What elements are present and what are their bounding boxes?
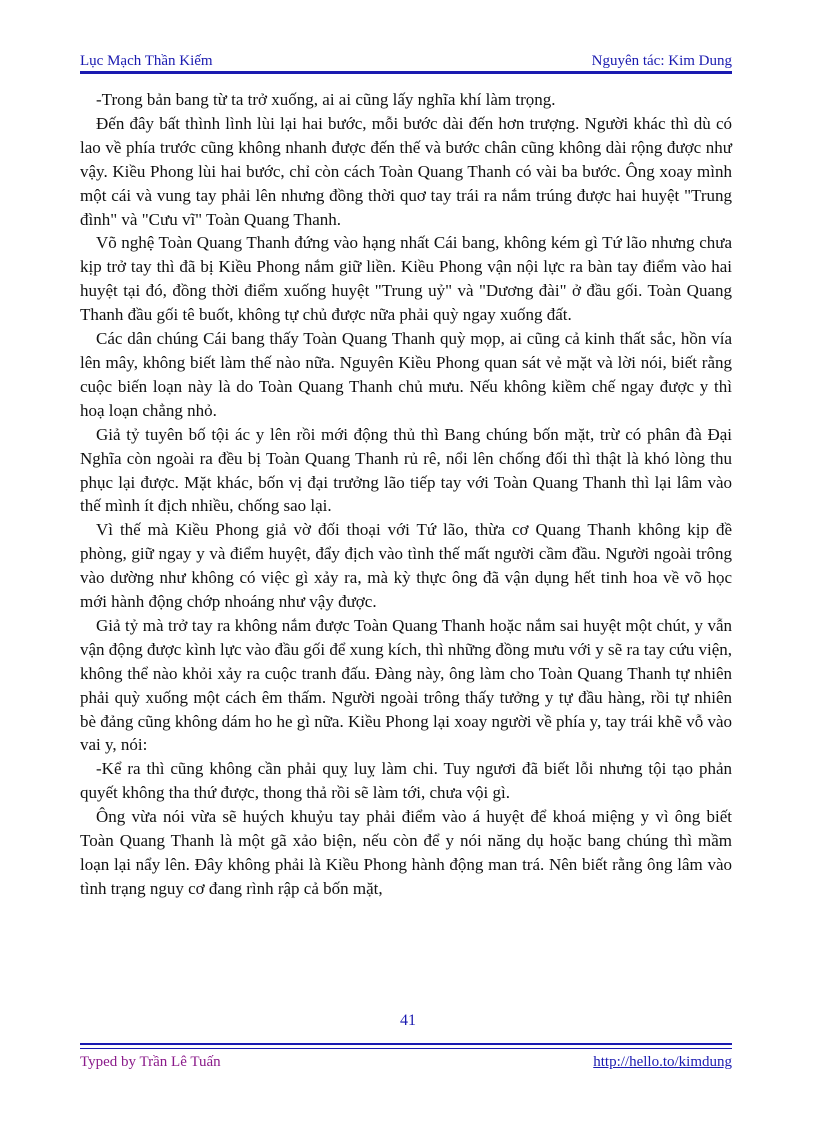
website-link[interactable]: http://hello.to/kimdung bbox=[593, 1054, 732, 1070]
paragraph: Đến đây bất thình lình lùi lại hai bước, mỗi bước dài đến hơn trượng. Người khác thì dù có lao về phía trước cũng không nhanh được đến thế và bước chân cũng không dài rộng được như vậy. Kiều Phong lùi hai bước, chỉ còn cách Toàn Quang Thanh có vài ba bước. Ông xoay mình một cái và vung tay phải lên nhưng đồng thời quơ tay trái ra nắm trúng được hai huyệt "Trung đình" và "Cưu vĩ" Toàn Quang Thanh. bbox=[80, 113, 732, 229]
typed-by-credit: Typed by Trần Lê Tuấn bbox=[80, 1054, 221, 1070]
paragraph: Võ nghệ Toàn Quang Thanh đứng vào hạng nhất Cái bang, không kém gì Tứ lão nhưng chưa kịp trở tay thì đã bị Kiều Phong nắm giữ liền. Kiều Phong vận nội lực ra bàn tay điểm vào hai huyệt tại đó, đồng thời điểm xuống huyệt "Trung uỷ" và "Dương đài" ở đầu gối. Toàn Quang Thanh đầu gối tê buốt, không tự chủ được nữa phải quỳ ngay xuống đất. bbox=[80, 233, 732, 325]
paragraph: Ông vừa nói vừa sẽ huých khuỷu tay phải điểm vào á huyệt để khoá miệng y vì ông biết Toàn Quang Thanh là một gã xảo biện, nếu còn để y nói năng dụ hoặc bang chúng thì mầm loạn lại nẩy lên. Đây không phải là Kiều Phong hành động man trá. Nên biết rằng ông lâm vào tình trạng nguy cơ đang rình rập cả bốn mặt, bbox=[80, 807, 732, 898]
body-text bbox=[80, 88, 732, 901]
page-footer bbox=[80, 1054, 732, 1071]
paragraph: Giả tỷ mà trở tay ra không nắm được Toàn Quang Thanh hoặc nắm sai huyệt một chút, y vẫn vận động được kình lực vào đầu gối để xung kích, thì những đồng mưu với y sẽ ra tay cứu viện, không thể nào khỏi xảy ra cuộc tranh đấu. Đàng này, ông làm cho Toàn Quang Thanh tự nhiên phải quỳ xuống một cách êm thấm. Người ngoài trông thấy tưởng y tự đầu hàng, rồi tự nhiên bè đảng cũng không dám ho he gì nữa. Kiều Phong lại xoay người về phía y, tay trái khẽ vỗ vào vai y, nói: bbox=[80, 615, 732, 755]
paragraph: Các dân chúng Cái bang thấy Toàn Quang Thanh quỳ mọp, ai cũng cả kinh thất sắc, hồn vía lên mây, không biết làm thế nào nữa. Nguyên Kiều Phong quan sát vẻ mặt và lời nói, biết rằng cuộc biến loạn này là do Toàn Quang Thanh chủ mưu. Nếu không kiềm chế ngay được y thì hoạ loạn chẳng nhỏ. bbox=[80, 329, 732, 420]
page-header bbox=[80, 48, 732, 70]
paragraph: Giả tỷ tuyên bố tội ác y lên rồi mới động thủ thì Bang chúng bốn mặt, trừ có phân đà Đại Nghĩa còn ngoài ra đều bị Toàn Quang Thanh rủ rê, nổi lên chống đối thì thật là khó lòng thu phục lại được. Mặt khác, bốn vị đại trưởng lão tiếp tay với Toàn Quang Thanh thì lại lâm vào thế mình ít địch nhiều, chống sao lại. bbox=[80, 424, 732, 516]
paragraph: Vì thế mà Kiều Phong giả vờ đối thoại với Tứ lão, thừa cơ Quang Thanh không kịp đề phòng, giữ ngay y và điểm huyệt, đẩy địch vào tình thế mất người cầm đầu. Người ngoài trông vào dường như không có việc gì xảy ra, mà kỳ thực ông đã vận dụng hết tinh hoa về võ học mới hành động chớp nhoáng như vậy được. bbox=[80, 520, 732, 612]
footer-divider bbox=[80, 1043, 732, 1045]
footer-divider-thin bbox=[80, 1048, 732, 1049]
header-divider bbox=[80, 71, 732, 74]
author-credit: Nguyên tác: Kim Dung bbox=[591, 53, 732, 69]
paragraph: -Trong bản bang từ ta trở xuống, ai ai cũng lấy nghĩa khí làm trọng. bbox=[96, 90, 556, 109]
paragraph: -Kể ra thì cũng không cần phải quỵ luỵ làm chi. Tuy ngươi đã biết lỗi nhưng tội tạo phản quyết không tha thứ được, thong thả rồi sẽ làm tới, chưa vội gì. bbox=[80, 759, 732, 803]
book-title: Lục Mạch Thần Kiếm bbox=[80, 53, 213, 69]
page-number: 41 bbox=[400, 1012, 416, 1029]
